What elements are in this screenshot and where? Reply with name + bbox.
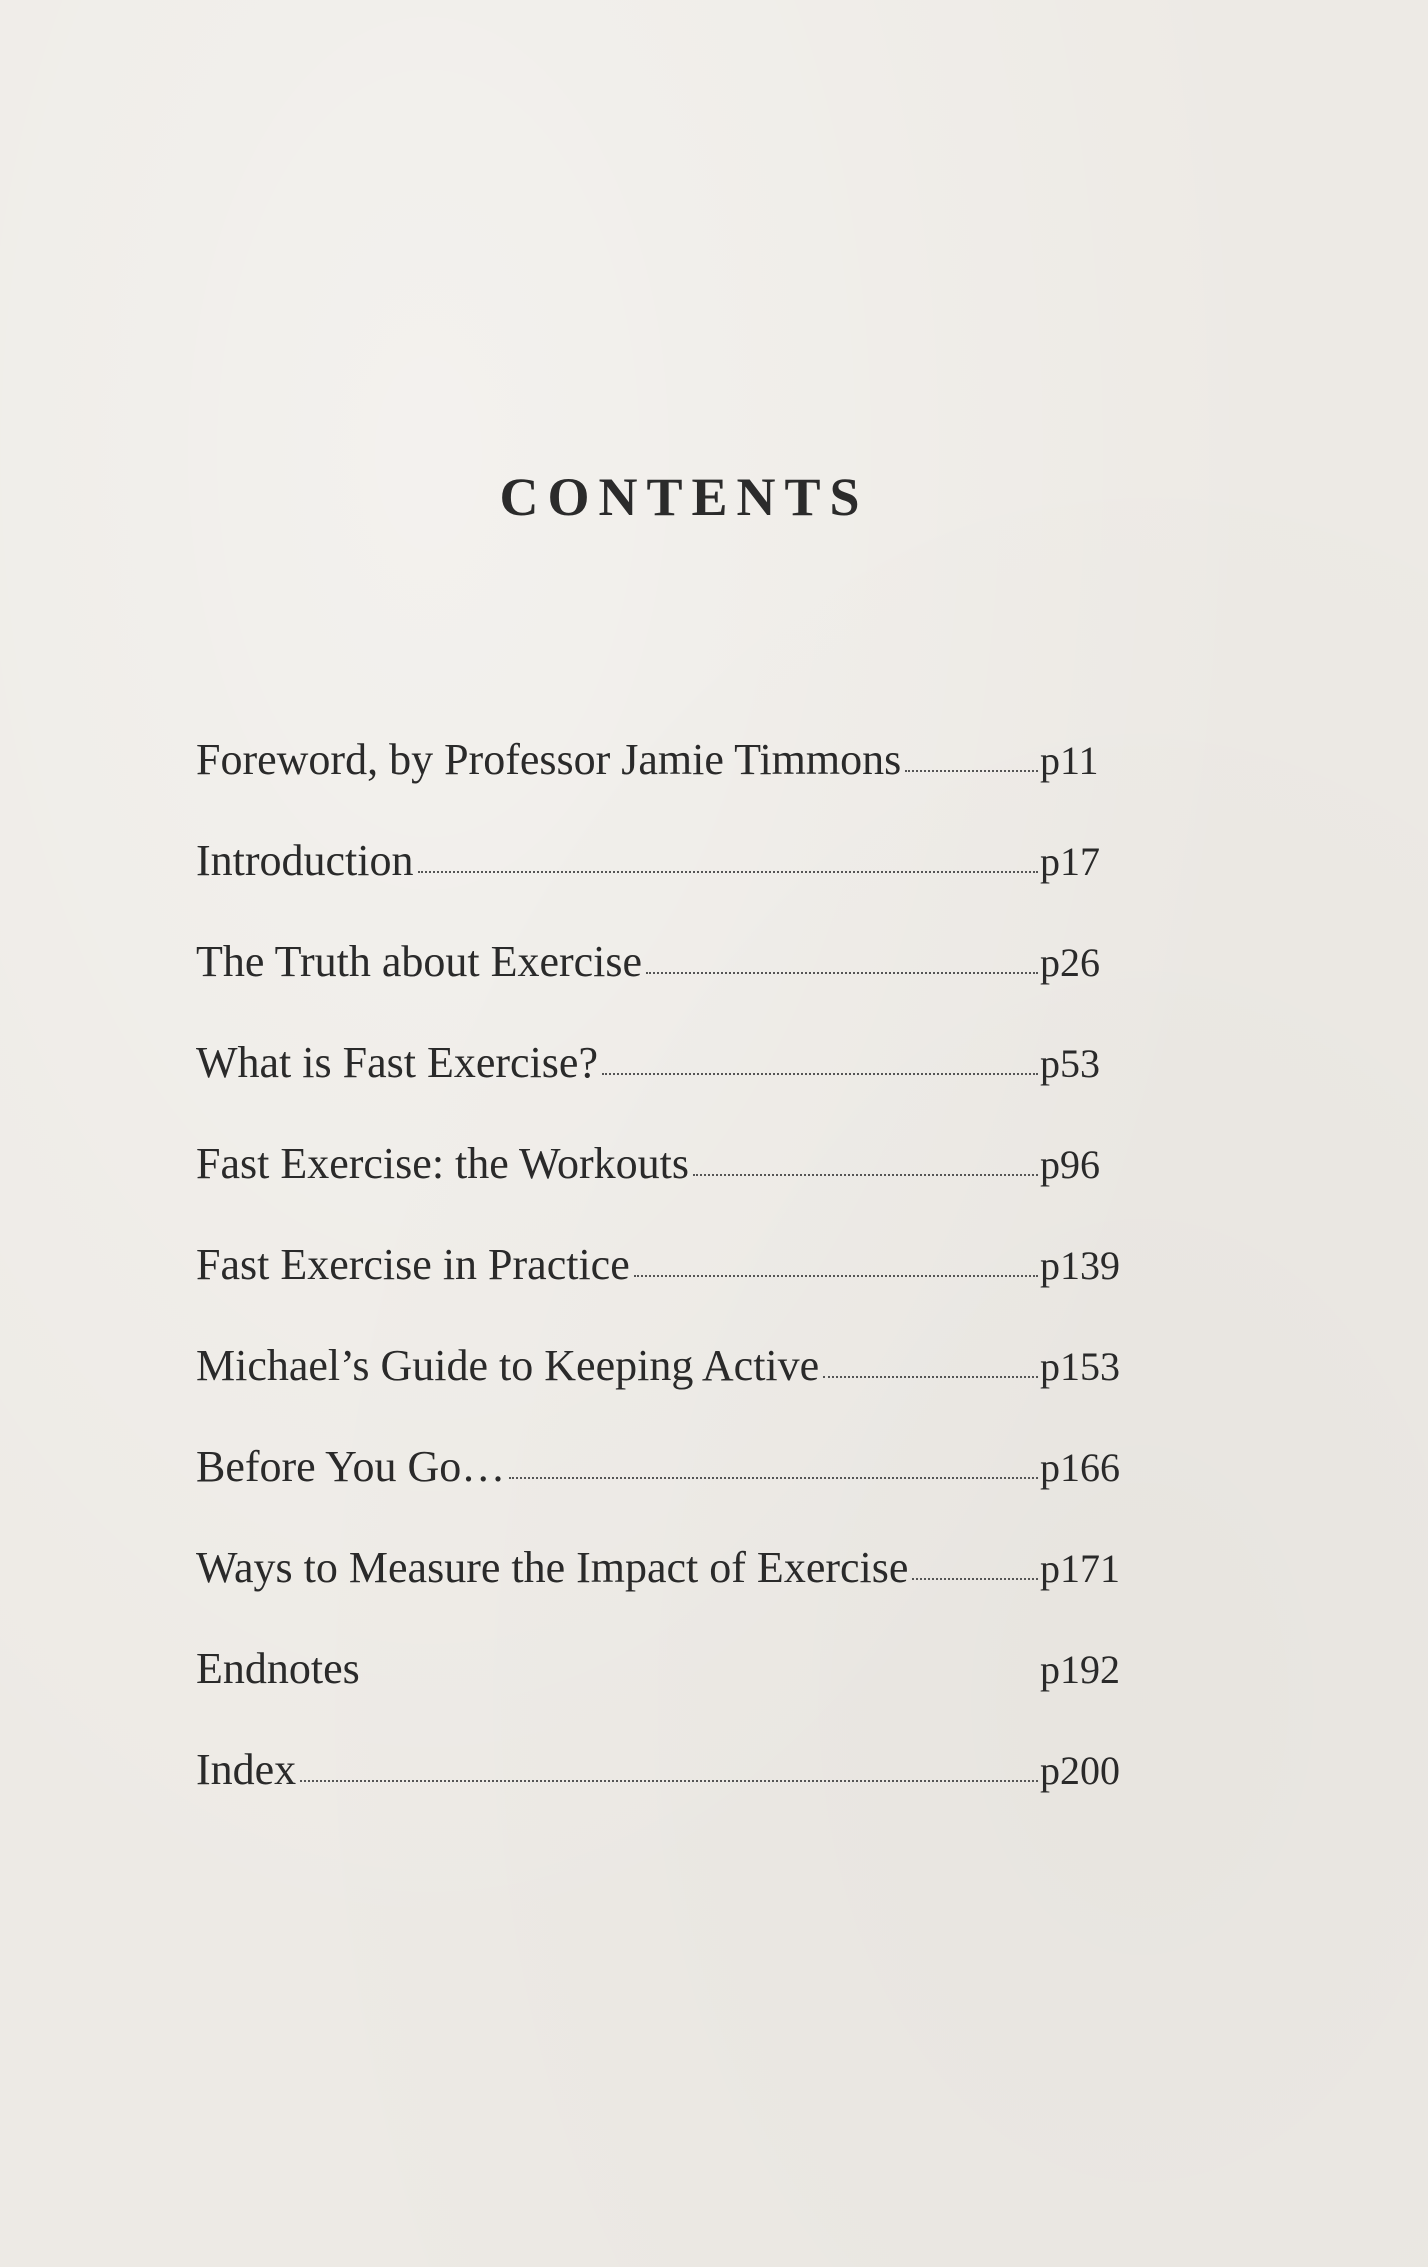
toc-entry-title: Index — [196, 1745, 297, 1794]
toc-entry-page: p153 — [1040, 1344, 1120, 1389]
dot-leader — [364, 1679, 1038, 1681]
toc-entry-page: p139 — [1040, 1243, 1120, 1288]
toc-entry-title: Michael’s Guide to Keeping Active — [196, 1341, 820, 1390]
toc-entry-title: The Truth about Exercise — [196, 937, 643, 986]
toc-entry-measure-impact — [196, 1538, 1176, 1639]
toc-entry-page: p26 — [1040, 940, 1100, 985]
toc-entry-before-you-go — [196, 1437, 1176, 1538]
toc-entry-title: Before You Go… — [196, 1442, 506, 1491]
toc-entry-workouts — [196, 1134, 1176, 1235]
toc-entry-endnotes — [196, 1639, 1176, 1740]
toc-entry-title: Foreword, by Professor Jamie Timmons — [196, 735, 902, 784]
toc-entry-in-practice — [196, 1235, 1176, 1336]
toc-entry-index — [196, 1740, 1176, 1841]
table-of-contents — [196, 730, 1176, 1841]
dot-leader — [823, 1376, 1038, 1378]
toc-entry-page: p96 — [1040, 1142, 1100, 1187]
dot-leader — [300, 1780, 1038, 1782]
toc-entry-page: p200 — [1040, 1748, 1120, 1793]
dot-leader — [418, 871, 1038, 873]
toc-entry-foreword — [196, 730, 1176, 831]
toc-entry-page: p53 — [1040, 1041, 1100, 1086]
dot-leader — [905, 770, 1038, 772]
toc-entry-truth-about-exercise — [196, 932, 1176, 1033]
contents-heading: CONTENTS — [499, 467, 869, 527]
dot-leader — [509, 1477, 1038, 1479]
toc-entry-title: Endnotes — [196, 1644, 360, 1693]
toc-entry-page: p192 — [1040, 1647, 1120, 1692]
toc-entry-page: p11 — [1040, 738, 1099, 783]
toc-entry-page: p166 — [1040, 1445, 1120, 1490]
toc-entry-what-is-fast-exercise — [196, 1033, 1176, 1134]
dot-leader — [912, 1578, 1038, 1580]
toc-entry-title: Fast Exercise: the Workouts — [196, 1139, 690, 1188]
dot-leader — [602, 1073, 1038, 1075]
toc-entry-page: p171 — [1040, 1546, 1120, 1591]
toc-entry-title: Introduction — [196, 836, 414, 885]
toc-entry-title: Ways to Measure the Impact of Exercise — [196, 1543, 909, 1592]
toc-entry-page: p17 — [1040, 839, 1100, 884]
dot-leader — [646, 972, 1038, 974]
dot-leader — [634, 1275, 1038, 1277]
toc-entry-introduction — [196, 831, 1176, 932]
toc-entry-title: What is Fast Exercise? — [196, 1038, 598, 1087]
toc-entry-keeping-active — [196, 1336, 1176, 1437]
dot-leader — [693, 1174, 1038, 1176]
toc-entry-title: Fast Exercise in Practice — [196, 1240, 630, 1289]
